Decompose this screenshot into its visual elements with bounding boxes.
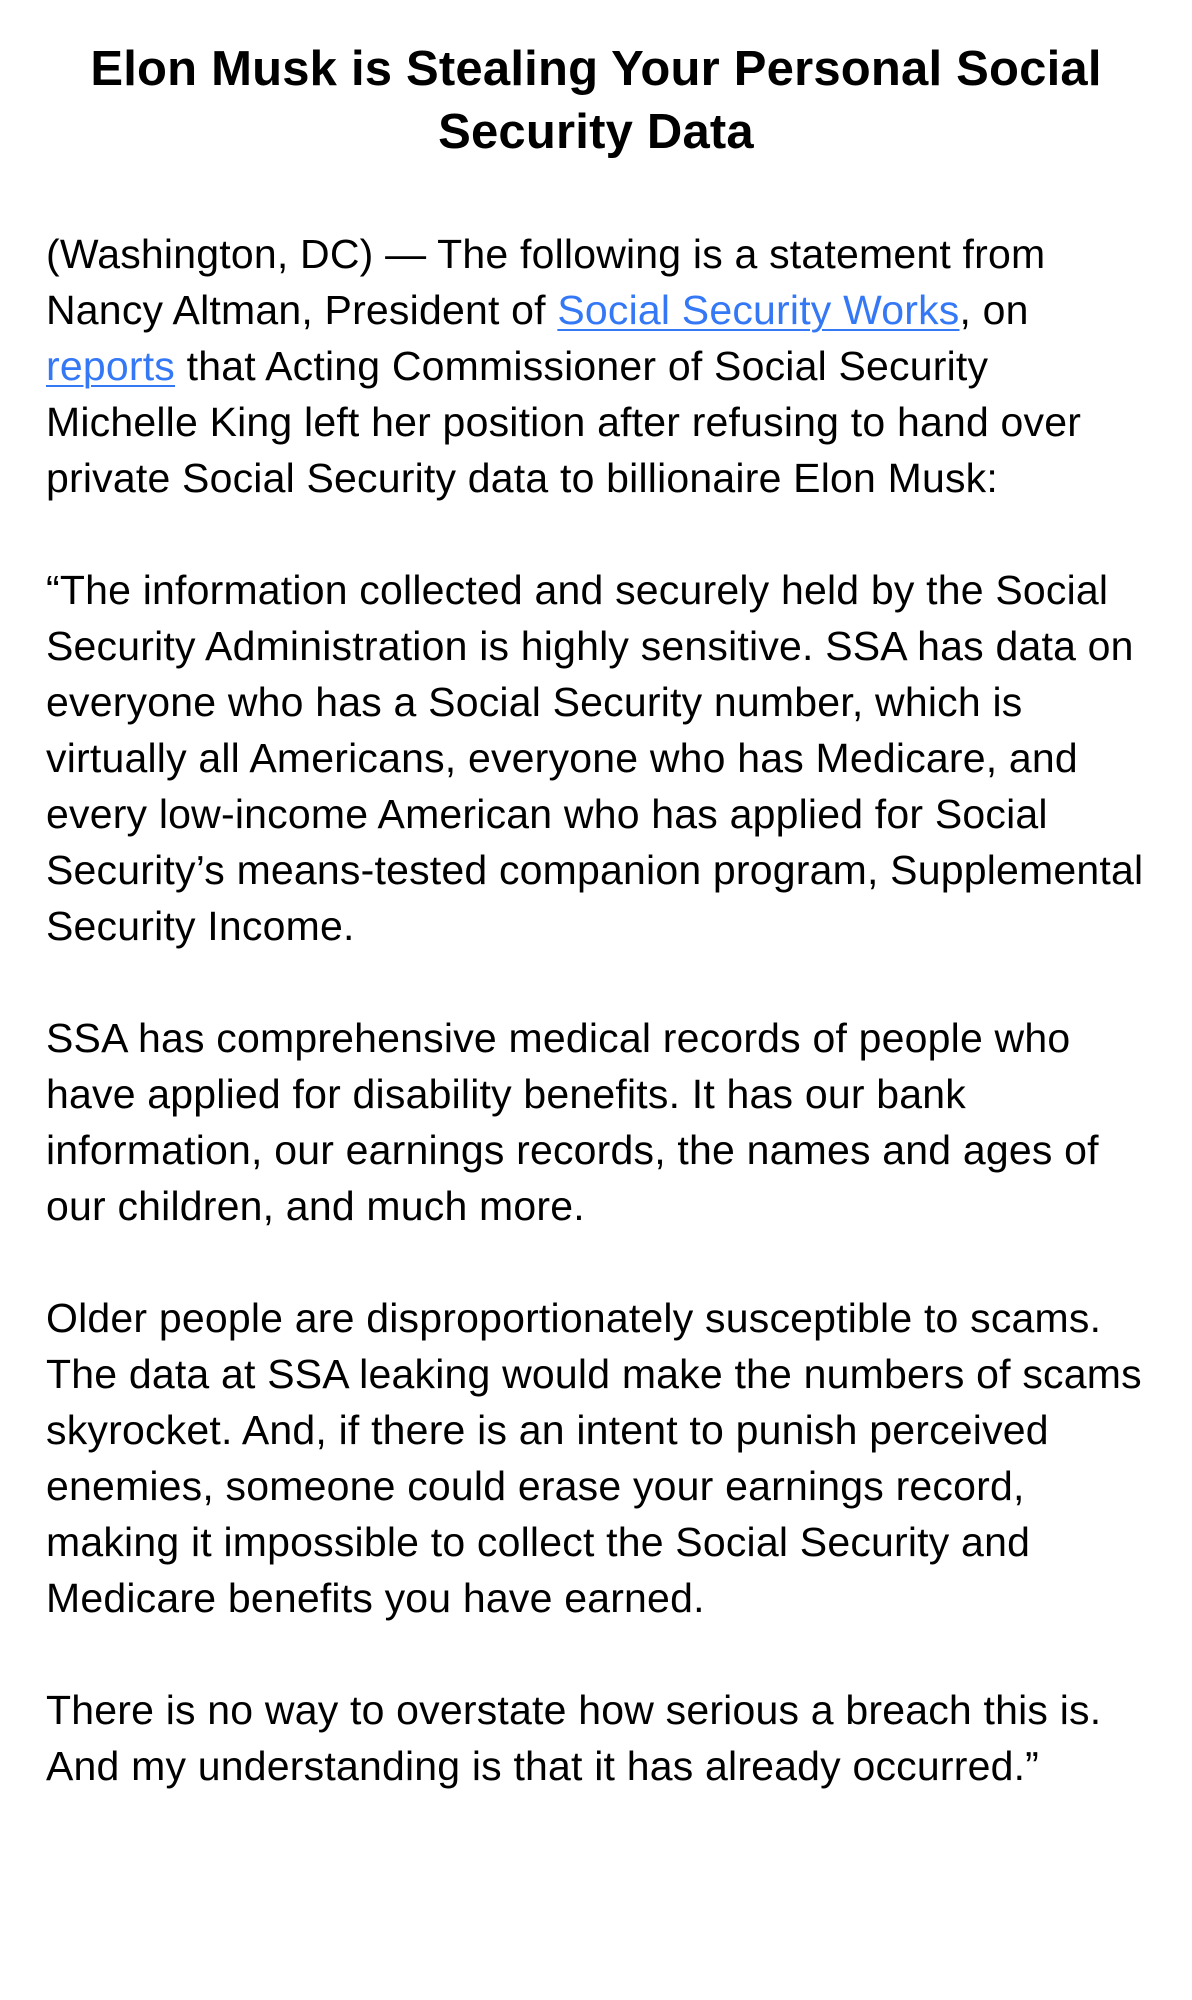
quote-paragraph-4: There is no way to overstate how serious a breach this is. And my understanding is that it has already occurred.” [46, 1687, 1102, 1789]
quote-paragraph-3: Older people are disproportionately susceptible to scams. The data at SSA leaking would make the numbers of scams skyrocket. And, if there is an intent to punish perceived enemies, someone could erase your earnings record, making it impossible to collect the Social Security and Medicare benefits you have earned. [46, 1295, 1142, 1621]
article-title: Elon Musk is Stealing Your Personal Social Security Data [90, 42, 1102, 159]
intro-paragraph [46, 226, 1146, 506]
reports-link[interactable]: reports [46, 343, 176, 389]
intro-text-part1: (Washington, DC) — The following is a statement from Nancy Altman, President of [46, 231, 1046, 333]
social-security-works-link[interactable]: Social Security Works [557, 287, 960, 333]
intro-text-part3: that Acting Commissioner of Social Security Michelle King left her position after refusing to hand over private Social Security data to billionaire Elon Musk: [46, 343, 1082, 501]
quote-paragraph-1: “The information collected and securely held by the Social Security Administration is highly sensitive. SSA has data on everyone who has a Social Security number, which is virtually all Americans, everyone who has Medicare, and every low-income American who has applied for Social Security’s means-tested companion program, Supplemental Security Income. [46, 567, 1144, 949]
quote-paragraph-2: SSA has comprehensive medical records of people who have applied for disability benefits. It has our bank information, our earnings records, the names and ages of our children, and much more. [46, 1015, 1099, 1229]
intro-text-part2: , on [959, 287, 1029, 333]
